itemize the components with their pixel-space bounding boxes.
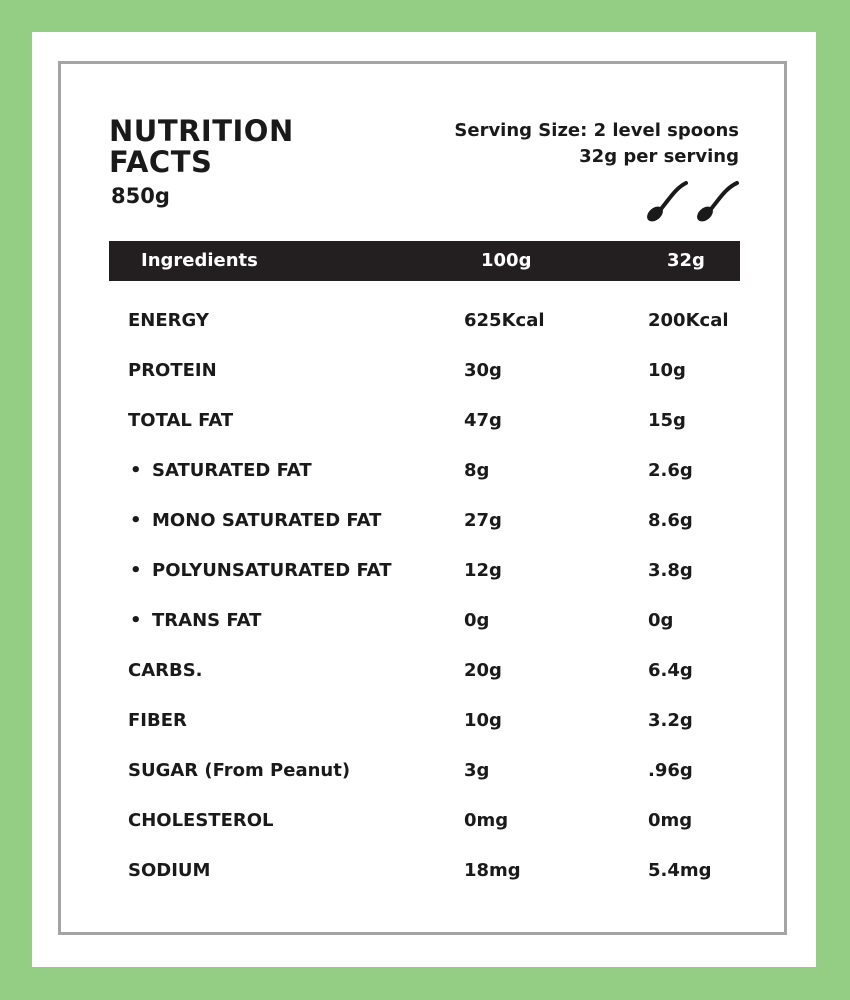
- column-header-32g: 32g: [667, 250, 705, 271]
- table-row: [0, 346, 850, 396]
- table-row: [0, 846, 850, 896]
- value-per-100g: 10g: [464, 710, 502, 731]
- column-header-ingredients: Ingredients: [141, 250, 258, 271]
- value-per-32g: 5.4mg: [648, 860, 712, 881]
- spoon-icon: [694, 183, 737, 224]
- value-per-32g: 15g: [648, 410, 686, 431]
- value-per-100g: 20g: [464, 660, 502, 681]
- column-header-100g: 100g: [481, 250, 532, 271]
- value-per-100g: 0mg: [464, 810, 509, 831]
- table-header: [109, 241, 740, 281]
- nutrient-name: SUGAR (From Peanut): [128, 760, 351, 781]
- page-title: [109, 116, 294, 178]
- bullet-icon: •: [130, 460, 142, 481]
- bullet-icon: •: [130, 560, 142, 581]
- value-per-100g: 47g: [464, 410, 502, 431]
- title-line-2: FACTS: [109, 145, 213, 179]
- value-per-32g: 3.8g: [648, 560, 693, 581]
- value-per-32g: .96g: [648, 760, 693, 781]
- nutrient-name: PROTEIN: [128, 360, 217, 381]
- nutrient-name: TRANS FAT: [152, 610, 262, 631]
- spoons-group: [640, 178, 744, 228]
- table-row: [0, 746, 850, 796]
- nutrition-table: [0, 296, 850, 896]
- nutrient-name: ENERGY: [128, 310, 209, 331]
- table-row: [0, 396, 850, 446]
- value-per-32g: 8.6g: [648, 510, 693, 531]
- table-row: [0, 646, 850, 696]
- value-per-32g: 3.2g: [648, 710, 693, 731]
- net-weight: 850g: [111, 184, 170, 208]
- nutrient-name: SATURATED FAT: [152, 460, 312, 481]
- title-line-1: NUTRITION: [109, 114, 294, 148]
- table-row: [0, 496, 850, 546]
- serving-size: Serving Size: 2 level spoons: [454, 120, 739, 141]
- nutrient-name: CHOLESTEROL: [128, 810, 274, 831]
- table-row: [0, 796, 850, 846]
- value-per-100g: 18mg: [464, 860, 521, 881]
- value-per-100g: 30g: [464, 360, 502, 381]
- value-per-100g: 3g: [464, 760, 490, 781]
- value-per-100g: 0g: [464, 610, 490, 631]
- value-per-32g: 0g: [648, 610, 674, 631]
- table-row: [0, 696, 850, 746]
- serving-info: [454, 118, 739, 170]
- bullet-icon: •: [130, 610, 142, 631]
- value-per-100g: 27g: [464, 510, 502, 531]
- value-per-32g: 10g: [648, 360, 686, 381]
- spoon-icon: [644, 183, 686, 224]
- nutrient-name: MONO SATURATED FAT: [152, 510, 382, 531]
- value-per-32g: 200Kcal: [648, 310, 729, 331]
- value-per-32g: 6.4g: [648, 660, 693, 681]
- nutrient-name: SODIUM: [128, 860, 211, 881]
- table-row: [0, 596, 850, 646]
- bullet-icon: •: [130, 510, 142, 531]
- value-per-100g: 8g: [464, 460, 490, 481]
- nutrient-name: TOTAL FAT: [128, 410, 234, 431]
- value-per-32g: 0mg: [648, 810, 693, 831]
- nutrient-name: CARBS.: [128, 660, 203, 681]
- nutrient-name: FIBER: [128, 710, 187, 731]
- nutrient-name: POLYUNSATURATED FAT: [152, 560, 392, 581]
- table-row: [0, 446, 850, 496]
- value-per-100g: 12g: [464, 560, 502, 581]
- value-per-32g: 2.6g: [648, 460, 693, 481]
- value-per-100g: 625Kcal: [464, 310, 545, 331]
- table-row: [0, 296, 850, 346]
- serving-grams: 32g per serving: [579, 146, 739, 167]
- table-row: [0, 546, 850, 596]
